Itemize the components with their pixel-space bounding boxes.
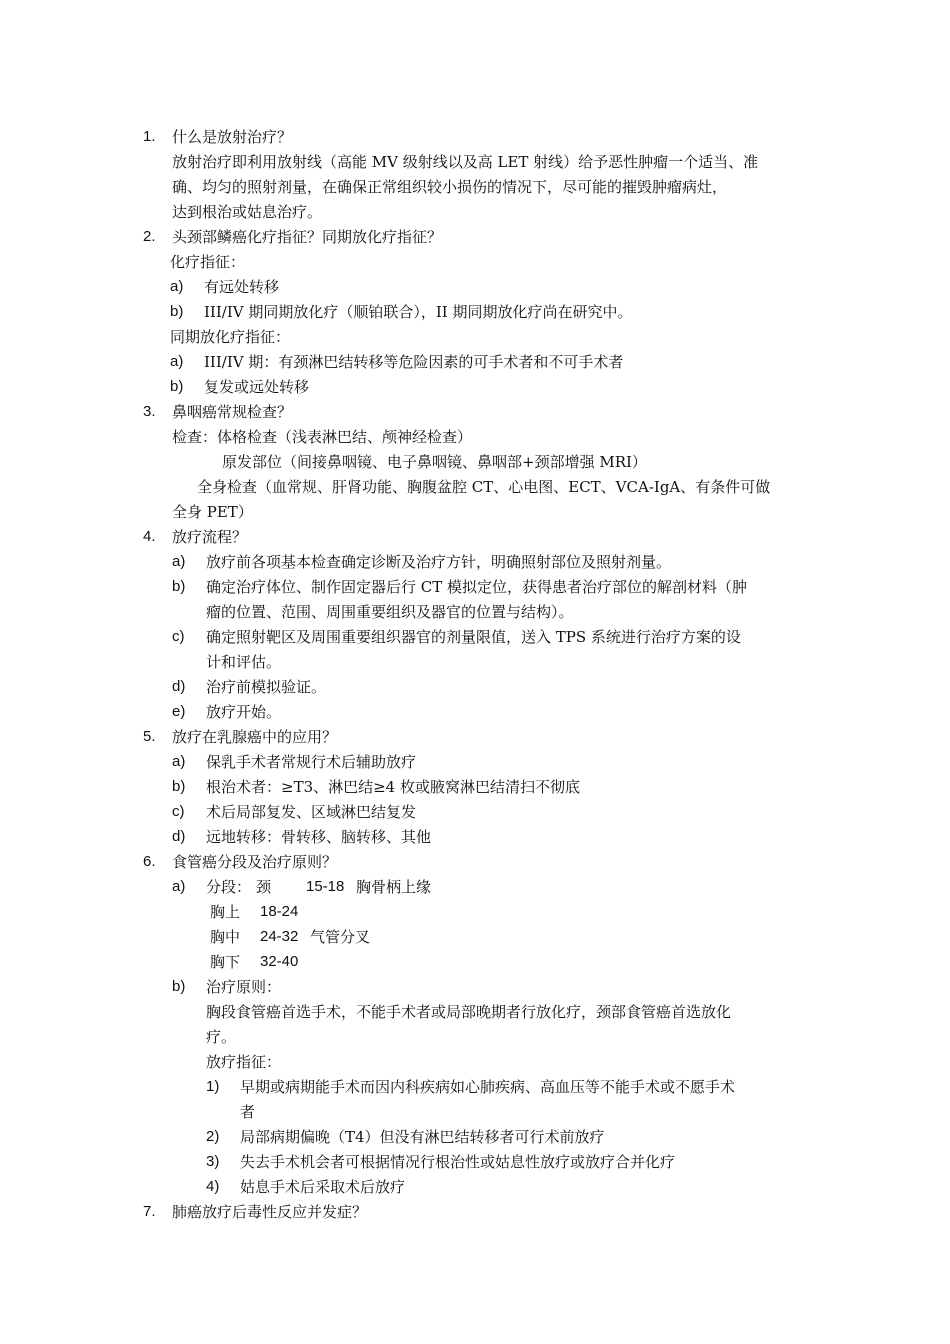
segment-range: 32-40 xyxy=(260,953,299,970)
segment-note: 气管分叉 xyxy=(310,928,371,946)
list-item-continuation: 者 xyxy=(240,1103,256,1121)
list-item: 有远处转移 xyxy=(204,278,280,296)
question-title: 放疗流程？ xyxy=(172,528,248,546)
section-label: 同期放化疗指征： xyxy=(170,328,291,346)
question-number: 2. xyxy=(143,228,156,245)
list-item: III/IV 期同期放化疗（顺铂联合），II 期同期放化疗尚在研究中。 xyxy=(204,303,633,321)
question-title: 肺癌放疗后毒性反应并发症？ xyxy=(172,1203,368,1221)
paragraph-line: 放射治疗即利用放射线（高能 MV 级射线以及高 LET 射线）给予恶性肿瘤一个适当、准 xyxy=(172,153,759,171)
paragraph-line: 疗。 xyxy=(206,1028,237,1046)
list-marker: b) xyxy=(172,978,186,995)
paragraph-line: 胸段食管癌首选手术，不能手术者或局部晚期者行放化疗，颈部食管癌首选放化 xyxy=(206,1003,732,1021)
paragraph-line: 达到根治或姑息治疗。 xyxy=(172,203,323,221)
list-item: 术后局部复发、区域淋巴结复发 xyxy=(206,803,417,821)
question-title: 放疗在乳腺癌中的应用？ xyxy=(172,728,338,746)
list-item: 确定照射靶区及周围重要组织器官的剂量限值，送入 TPS 系统进行治疗方案的设 xyxy=(206,628,741,646)
list-marker: 2) xyxy=(206,1128,220,1145)
section-label: 放疗指征： xyxy=(206,1053,282,1071)
segment-range: 18-24 xyxy=(260,903,299,920)
paragraph-line: 检查：体格检查（浅表淋巴结、颅神经检查） xyxy=(172,428,473,446)
paragraph-line: 确、均匀的照射剂量，在确保正常组织较小损伤的情况下，尽可能的摧毁肿瘤病灶， xyxy=(172,178,728,196)
list-item: 确定治疗体位、制作固定器后行 CT 模拟定位，获得患者治疗部位的解剖材料（肿 xyxy=(206,578,748,596)
list-marker: c) xyxy=(172,803,185,820)
list-marker: b) xyxy=(170,378,184,395)
list-item: III/IV 期：有颈淋巴结转移等危险因素的可手术者和不可手术者 xyxy=(204,353,624,371)
list-item: 放疗开始。 xyxy=(206,703,282,721)
list-marker: c) xyxy=(172,628,185,645)
list-marker: a) xyxy=(170,278,184,295)
list-marker: 4) xyxy=(206,1178,220,1195)
list-item: 复发或远处转移 xyxy=(204,378,310,396)
segment-name: 胸中 xyxy=(210,928,241,946)
list-item-continuation: 计和评估。 xyxy=(206,653,282,671)
section-label: 化疗指征： xyxy=(170,253,246,271)
list-marker: a) xyxy=(172,753,186,770)
list-marker: 1) xyxy=(206,1078,220,1095)
question-title: 食管癌分段及治疗原则？ xyxy=(172,853,338,871)
question-number: 7. xyxy=(143,1203,156,1220)
list-marker: b) xyxy=(172,778,186,795)
list-marker: e) xyxy=(172,703,186,720)
question-title: 什么是放射治疗？ xyxy=(172,128,293,146)
paragraph-line: 原发部位（间接鼻咽镜、电子鼻咽镜、鼻咽部+颈部增强 MRI） xyxy=(222,453,647,471)
paragraph-line: 全身 PET） xyxy=(172,503,253,521)
list-item: 失去手术机会者可根据情况行根治性或姑息性放疗或放疗合并化疗 xyxy=(240,1153,676,1171)
section-label: 治疗原则： xyxy=(206,978,282,996)
paragraph-line: 全身检查（血常规、肝肾功能、胸腹盆腔 CT、心电图、ECT、VCA-IgA、有条件可做 xyxy=(197,478,771,496)
question-number: 6. xyxy=(143,853,156,870)
segment-note: 胸骨柄上缘 xyxy=(356,878,432,896)
list-marker: a) xyxy=(172,553,186,570)
list-item: 根治术者：≥T3、淋巴结≥4 枚或腋窝淋巴结清扫不彻底 xyxy=(206,778,580,796)
list-marker: d) xyxy=(172,678,186,695)
segment-name: 颈 xyxy=(256,878,272,896)
question-number: 3. xyxy=(143,403,156,420)
segment-label: 分段： xyxy=(206,878,252,896)
list-marker: b) xyxy=(170,303,184,320)
question-number: 4. xyxy=(143,528,156,545)
list-item: 治疗前模拟验证。 xyxy=(206,678,327,696)
question-title: 鼻咽癌常规检查？ xyxy=(172,403,293,421)
list-marker: d) xyxy=(172,828,186,845)
list-item: 远地转移：骨转移、脑转移、其他 xyxy=(206,828,432,846)
list-marker: 3) xyxy=(206,1153,220,1170)
segment-name: 胸上 xyxy=(210,903,241,921)
list-item: 姑息手术后采取术后放疗 xyxy=(240,1178,406,1196)
question-title: 头颈部鳞癌化疗指征？同期放化疗指征？ xyxy=(172,228,443,246)
segment-name: 胸下 xyxy=(210,953,241,971)
list-item: 早期或病期能手术而因内科疾病如心肺疾病、高血压等不能手术或不愿手术 xyxy=(240,1078,736,1096)
question-number: 1. xyxy=(143,128,156,145)
list-marker: b) xyxy=(172,578,186,595)
list-marker: a) xyxy=(172,878,186,895)
list-marker: a) xyxy=(170,353,184,370)
list-item: 放疗前各项基本检查确定诊断及治疗方针，明确照射部位及照射剂量。 xyxy=(206,553,672,571)
question-number: 5. xyxy=(143,728,156,745)
list-item: 局部病期偏晚（T4）但没有淋巴结转移者可行术前放疗 xyxy=(240,1128,605,1146)
list-item-continuation: 瘤的位置、范围、周围重要组织及器官的位置与结构）。 xyxy=(206,603,574,621)
segment-range: 15-18 xyxy=(306,878,345,895)
segment-range: 24-32 xyxy=(260,928,299,945)
list-item: 保乳手术者常规行术后辅助放疗 xyxy=(206,753,417,771)
